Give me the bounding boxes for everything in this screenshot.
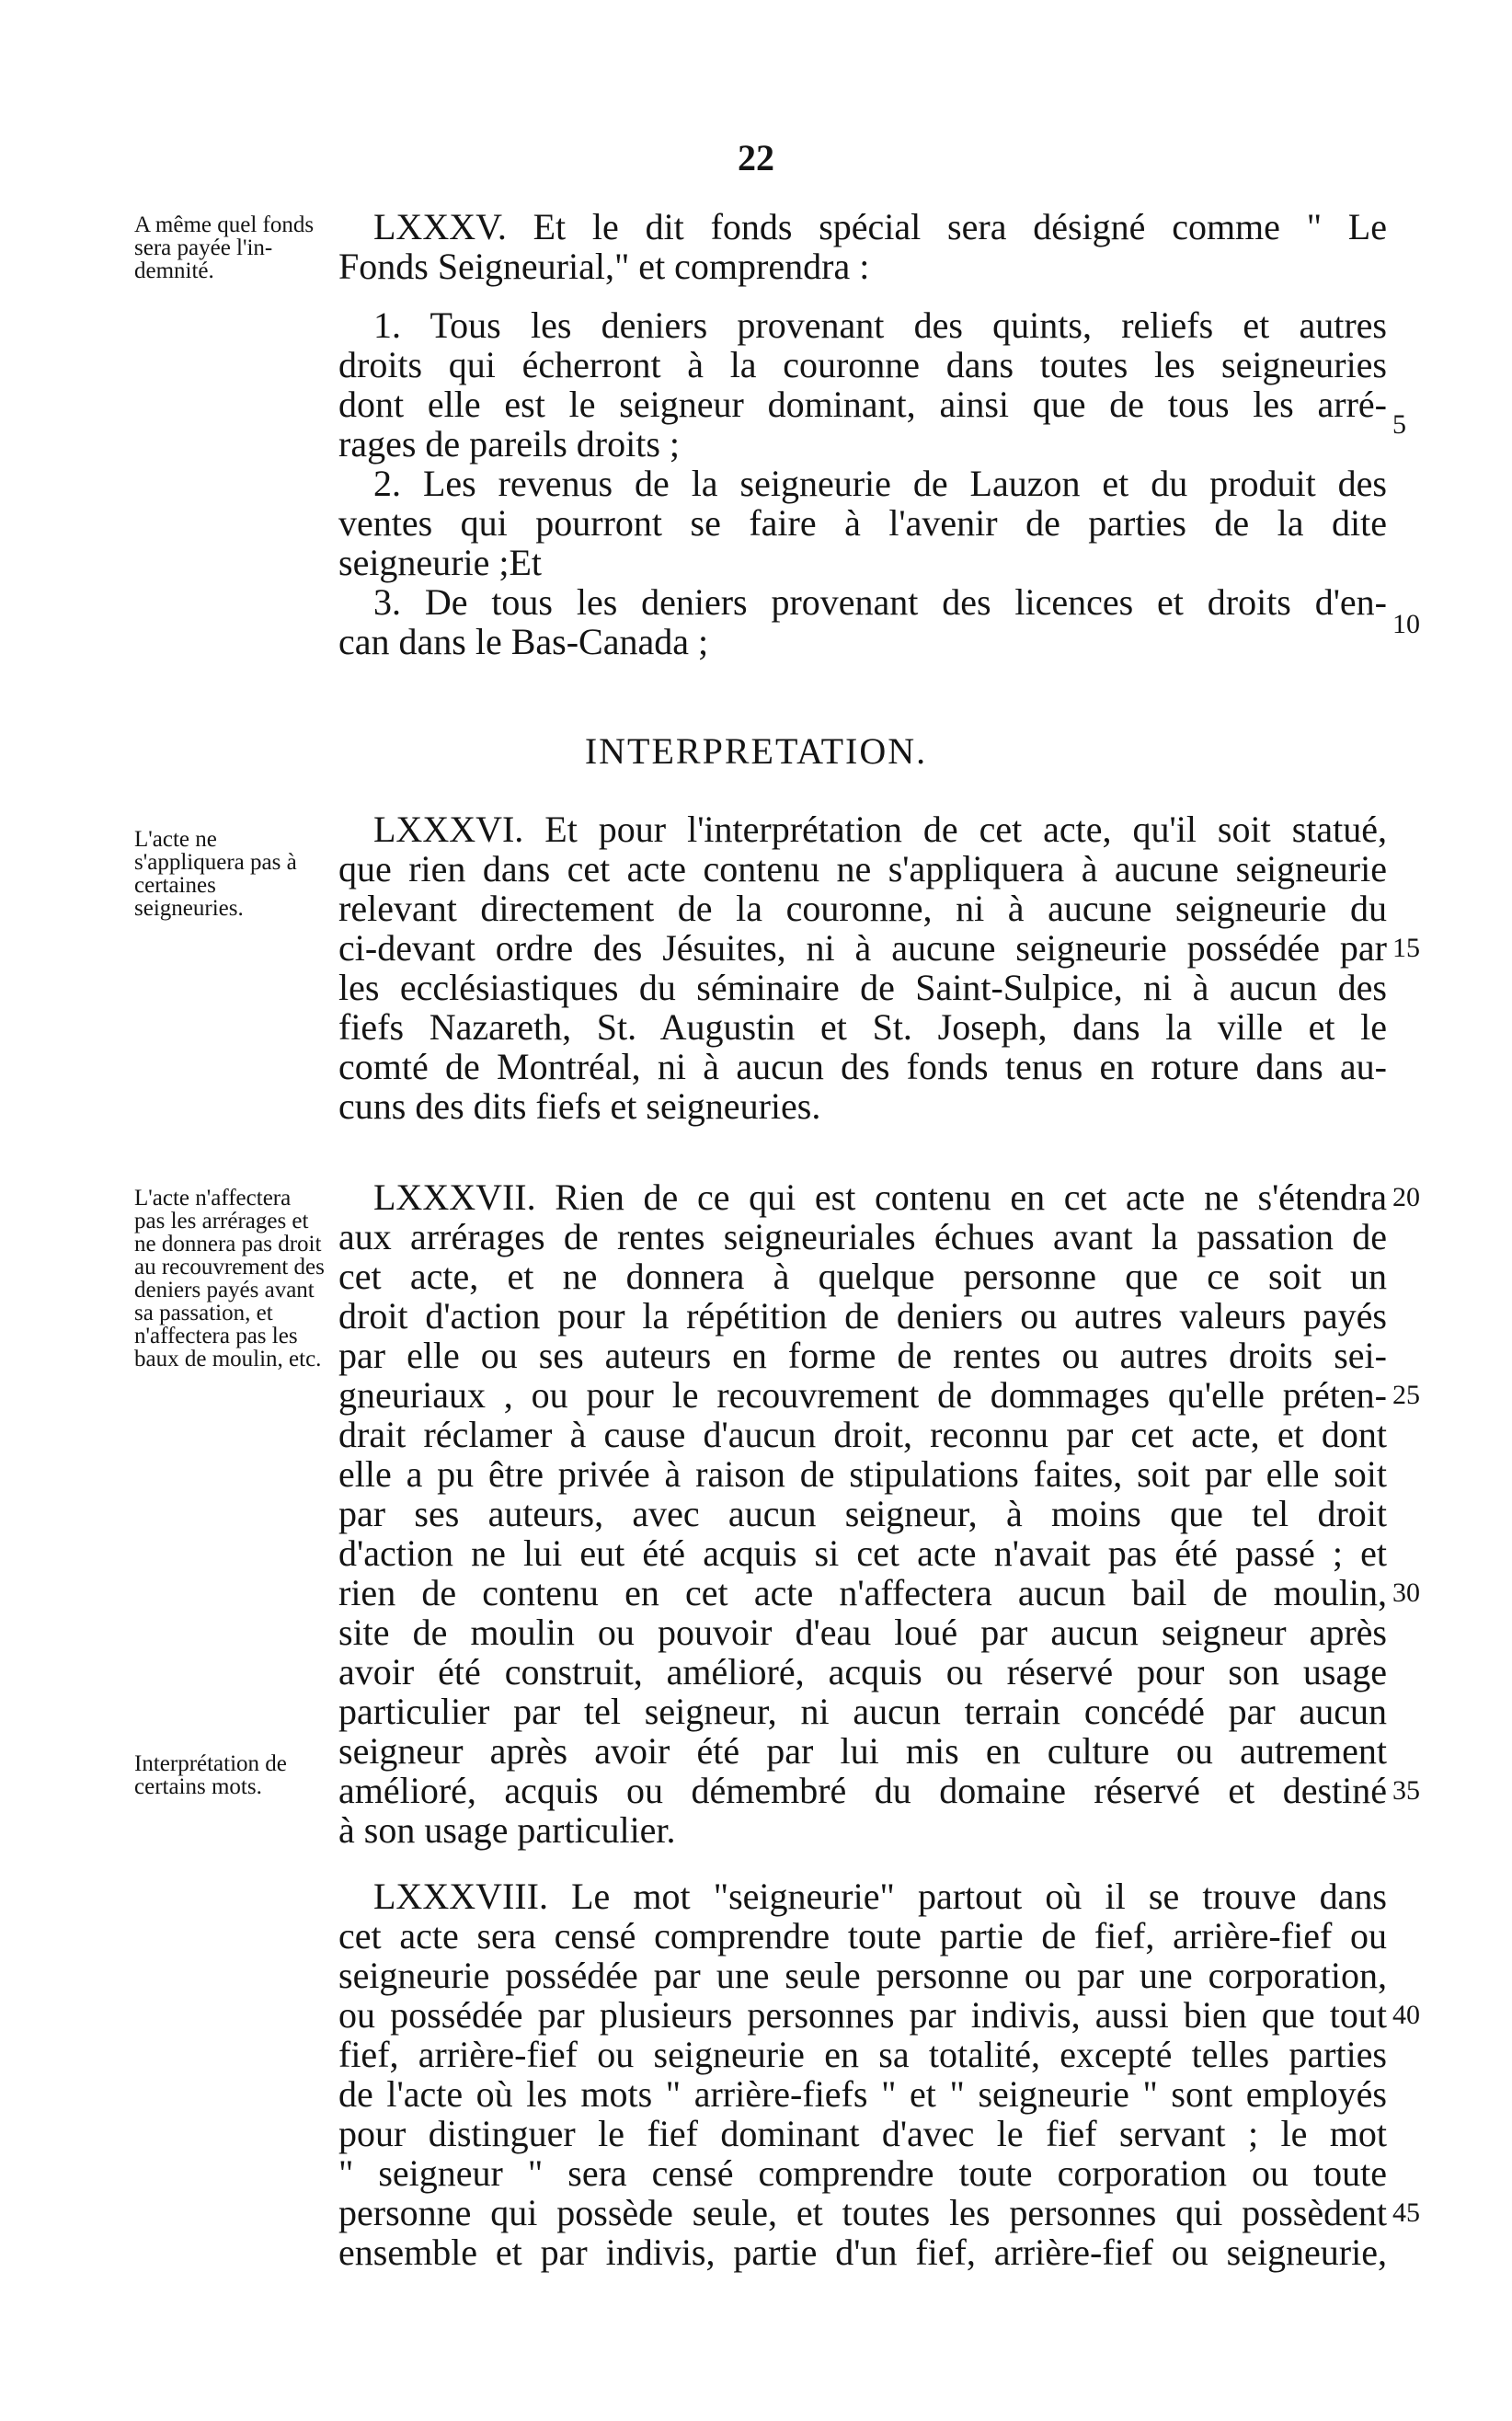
text-line: particulier par tel seigneur, ni aucun terrain concédé par aucun [338, 1691, 1387, 1732]
text-line: les ecclésiastiques du séminaire de Saint-Sulpice, ni à aucun des [338, 967, 1387, 1008]
text-line: LXXXV. Et le dit fonds spécial sera désigné comme " Le [373, 206, 1387, 247]
text-line: seigneurie possédée par une seule personne ou par une corporation, [338, 1955, 1387, 1996]
margin-note-fund: A même quel fonds sera payée l'in-demnité. [134, 212, 315, 283]
text-line: par ses auteurs, avec aucun seigneur, à moins que tel droit [338, 1493, 1387, 1534]
text-line: avoir été construit, amélioré, acquis ou réservé pour son usage [338, 1651, 1387, 1692]
line-number: 10 [1392, 609, 1420, 639]
text-line: Fonds Seigneurial," et comprendra : [338, 246, 870, 287]
text-line: d'action ne lui eut été acquis si cet acte n'avait pas été passé ; et [338, 1532, 1387, 1574]
text-line: 3. De tous les deniers provenant des licences et droits d'en- [373, 581, 1387, 623]
text-line: à son usage particulier. [338, 1809, 676, 1851]
text-line: seigneurie ;Et [338, 542, 543, 583]
text-line: cet acte, et ne donnera à quelque personne que ce soit un [338, 1256, 1387, 1297]
text-line: comté de Montréal, ni à aucun des fonds tenus en roture dans au- [338, 1046, 1387, 1087]
margin-note-arrears: L'acte n'affectera pas les arrérages et ne donnera pas droit au recouvrement des deniers payés avant sa passation, et n'affectera pas les baux de moulin, etc. [134, 1186, 325, 1371]
text-line: fiefs Nazareth, St. Augustin et St. Joseph, dans la ville et le [338, 1006, 1387, 1048]
text-line: amélioré, acquis ou démembré du domaine réservé et destiné [338, 1770, 1387, 1811]
section-heading: INTERPRETATION. [584, 730, 928, 772]
page-number: 22 [738, 137, 774, 178]
text-line: cuns des dits fiefs et seigneuries. [338, 1085, 821, 1127]
text-line: can dans le Bas-Canada ; [338, 621, 709, 662]
section-lxxxvii [338, 1177, 1387, 1850]
line-number: 25 [1392, 1380, 1420, 1410]
section-lxxxviii [338, 1876, 1387, 2272]
line-number: 35 [1392, 1775, 1420, 1806]
text-line: ventes qui pourront se faire à l'avenir de parties de la dite [338, 502, 1387, 544]
line-number: 45 [1392, 2197, 1420, 2228]
margin-note-interpretation: Interprétation de certains mots. [134, 1751, 287, 1799]
line-number: 15 [1392, 933, 1420, 963]
text-line: LXXXVII. Rien de ce qui est contenu en cet acte ne s'étendra [373, 1176, 1387, 1218]
text-line: " seigneur " sera censé comprendre toute corporation ou toute [338, 2152, 1387, 2194]
text-line: 2. Les revenus de la seigneurie de Lauzon et du produit des [373, 463, 1387, 504]
text-line: ou possédée par plusieurs personnes par indivis, aussi bien que tout [338, 1994, 1387, 2036]
line-number: 20 [1392, 1182, 1420, 1212]
text-line: rien de contenu en cet acte n'affectera aucun bail de moulin, [338, 1572, 1387, 1613]
text-line: relevant directement de la couronne, ni à aucune seigneurie du [338, 888, 1387, 929]
text-line: aux arrérages de rentes seigneuriales échues avant la passation de [338, 1216, 1387, 1257]
text-line: pour distinguer le fief dominant d'avec le fief servant ; le mot [338, 2113, 1387, 2154]
text-line: de l'acte où les mots " arrière-fiefs " et " seigneurie " sont employés [338, 2073, 1387, 2115]
text-line: cet acte sera censé comprendre toute partie de fief, arrière-fief ou [338, 1915, 1387, 1956]
line-number: 40 [1392, 2000, 1420, 2030]
text-line: drait réclamer à cause d'aucun droit, reconnu par cet acte, et dont [338, 1414, 1387, 1455]
section-lxxxv [338, 207, 1387, 661]
text-line: ci-devant ordre des Jésuites, ni à aucune seigneurie possédée par [338, 927, 1387, 969]
section-lxxxvi [338, 809, 1387, 1126]
text-line: gneuriaux , ou pour le recouvrement de dommages qu'elle préten- [338, 1374, 1387, 1416]
text-line: LXXXVIII. Le mot "seigneurie" partout où il se trouve dans [373, 1876, 1387, 1917]
text-line: ensemble et par indivis, partie d'un fief, arrière-fief ou seigneurie, [338, 2232, 1387, 2273]
margin-note-exempt-seigneuries: L'acte ne s'appliquera pas à certaines seigneuries. [134, 827, 297, 921]
line-number: 30 [1392, 1578, 1420, 1608]
text-line: elle a pu être privée à raison de stipulations faites, soit par elle soit [338, 1453, 1387, 1495]
text-line: dont elle est le seigneur dominant, ainsi que de tous les arré- [338, 384, 1387, 425]
text-line: 1. Tous les deniers provenant des quints, reliefs et autres [373, 304, 1387, 346]
text-line: site de moulin ou pouvoir d'eau loué par aucun seigneur après [338, 1612, 1387, 1653]
text-line: droits qui écherront à la couronne dans toutes les seigneuries [338, 344, 1387, 385]
text-line: que rien dans cet acte contenu ne s'appliquera à aucune seigneurie [338, 848, 1387, 889]
text-line: fief, arrière-fief ou seigneurie en sa totalité, excepté telles parties [338, 2034, 1387, 2075]
text-line: droit d'action pour la répétition de deniers ou autres valeurs payés [338, 1295, 1387, 1337]
text-line: LXXXVI. Et pour l'interprétation de cet acte, qu'il soit statué, [373, 809, 1387, 850]
text-line: personne qui possède seule, et toutes les personnes qui possèdent [338, 2192, 1387, 2233]
text-line: seigneur après avoir été par lui mis en culture ou autrement [338, 1730, 1387, 1772]
text-line: rages de pareils droits ; [338, 423, 680, 465]
text-line: par elle ou ses auteurs en forme de rentes ou autres droits sei- [338, 1335, 1387, 1376]
line-number: 5 [1392, 409, 1406, 440]
